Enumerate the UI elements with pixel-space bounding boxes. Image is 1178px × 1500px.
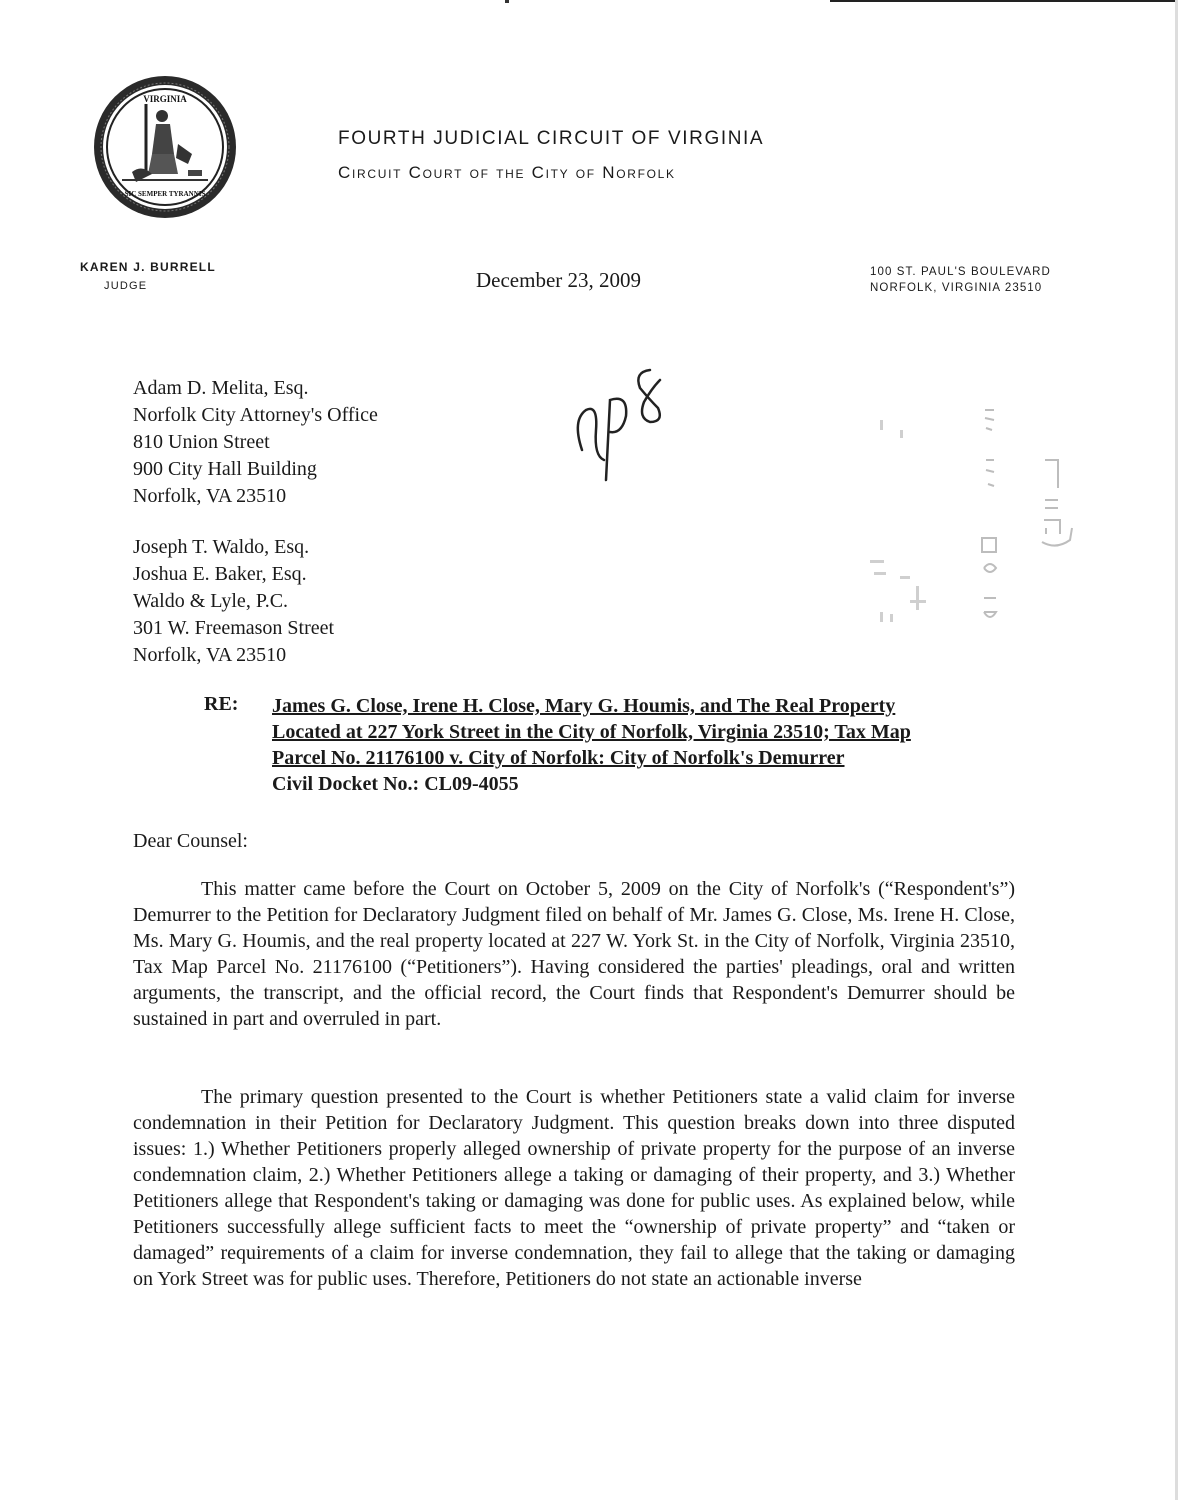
recipient-line: Waldo & Lyle, P.C. <box>133 590 289 612</box>
re-line: Located at 227 York Street in the City of Norfolk, Virginia 23510; Tax Map <box>272 721 911 743</box>
recipient-block <box>133 375 378 510</box>
re-line: James G. Close, Irene H. Close, Mary G. Houmis, and The Real Property <box>272 695 896 717</box>
filed-stamp <box>860 400 1110 640</box>
recipient-line: 810 Union Street <box>133 431 270 453</box>
judge-title: JUDGE <box>104 280 148 292</box>
court-name: Circuit Court of the City of Norfolk <box>338 163 676 182</box>
salutation: Dear Counsel: <box>133 830 248 852</box>
docket-number: Civil Docket No.: CL09-4055 <box>272 773 519 795</box>
virginia-seal <box>92 74 238 220</box>
judge-name: KAREN J. BURRELL <box>80 260 216 274</box>
body-paragraph: The primary question presented to the Court is whether Petitioners state a valid claim for inverse condemnation in their Petition for Declaratory Judgment. This question breaks down into three disputed issues: 1.) Whether Petitioners properly alleged ownership of private property for the purpose of an inverse condemnation claim, 2.) Whether Petitioners allege a taking or damaging of their property, and 3.) Whether Petitioners allege that Respondent's taking or damaging was done for public uses. As explained below, while Petitioners successfully allege sufficient facts to meet the “ownership of private property” and “taken or damaged” requirements of a claim for inverse condemnation, they fail to allege that the taking or damaging on York Street was for public uses. Therefore, Petitioners do not state an actionable inverse <box>133 1086 1015 1290</box>
circuit-title: FOURTH JUDICIAL CIRCUIT OF VIRGINIA <box>338 128 765 149</box>
recipient-line: Norfolk City Attorney's Office <box>133 404 378 426</box>
re-line: Parcel No. 21176100 v. City of Norfolk: City of Norfolk's Demurrer <box>272 747 845 769</box>
seal-text-bottom: SIC SEMPER TYRANNIS <box>124 190 206 198</box>
recipient-line: Joshua E. Baker, Esq. <box>133 563 307 585</box>
re-label: RE: <box>204 693 239 715</box>
re-subject <box>272 693 1032 797</box>
body-paragraph: This matter came before the Court on October 5, 2009 on the City of Norfolk's (“Respondent's”) Demurrer to the Petition for Declaratory Judgment filed on behalf of Mr. James G. Close, Ms. Irene H. Close, Ms. Mary G. Houmis, and the real property located at 227 W. York St. in the City of Norfolk, Virginia 23510, Tax Map Parcel No. 21176100 (“Petitioners”). Having considered the parties' pleadings, oral and written arguments, the transcript, and the official record, the Court finds that Respondent's Demurrer should be sustained in part and overruled in part. <box>133 878 1015 1030</box>
scan-mark <box>505 0 509 3</box>
recipient-line: 900 City Hall Building <box>133 458 317 480</box>
seal-text-top: VIRGINIA <box>143 94 187 104</box>
court-address <box>870 264 1051 296</box>
recipient-line: 301 W. Freemason Street <box>133 617 335 639</box>
recipient-line: Adam D. Melita, Esq. <box>133 377 309 399</box>
recipient-line: Norfolk, VA 23510 <box>133 485 287 507</box>
court-address-line: 100 ST. PAUL'S BOULEVARD <box>870 266 1051 278</box>
recipient-line: Norfolk, VA 23510 <box>133 644 287 666</box>
letter-date: December 23, 2009 <box>476 268 642 292</box>
recipient-line: Joseph T. Waldo, Esq. <box>133 536 310 558</box>
handwritten-initials <box>568 360 678 490</box>
court-address-line: NORFOLK, VIRGINIA 23510 <box>870 282 1043 294</box>
recipient-block <box>133 534 334 669</box>
scan-top-edge <box>830 0 1178 2</box>
